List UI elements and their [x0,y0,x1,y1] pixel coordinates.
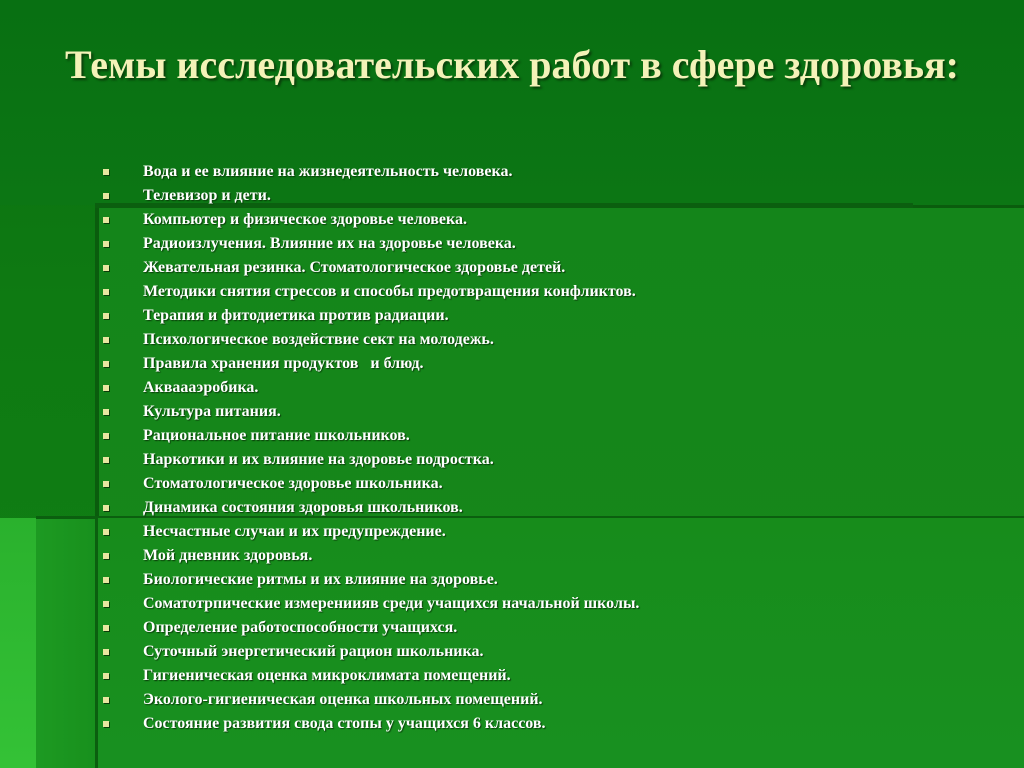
square-bullet-icon [103,649,109,655]
list-item [103,328,639,352]
topic-text: Гигиеническая оценка микроклимата помещений. [143,667,511,684]
list-item [103,256,639,280]
topic-text: Психологическое воздействие сект на молодежь. [143,331,494,348]
square-bullet-icon [103,313,109,319]
list-item [103,616,639,640]
topic-text: Соматотрпические измерениияв среди учащихся начальной школы. [143,595,640,612]
square-bullet-icon [103,697,109,703]
topic-text: Стоматологическое здоровье школьника. [143,475,443,492]
topic-text: Жевательная резинка. Стоматологическое здоровье детей. [143,259,566,276]
list-item [103,280,639,304]
square-bullet-icon [103,385,109,391]
list-item [103,592,639,616]
square-bullet-icon [103,289,109,295]
topic-text: Методики снятия стрессов и способы предотвращения конфликтов. [143,283,636,300]
list-item [103,496,639,520]
square-bullet-icon [103,601,109,607]
square-bullet-icon [103,361,109,367]
square-bullet-icon [103,529,109,535]
topic-text: Правила хранения продуктов и блюд. [143,355,424,372]
list-item [103,448,639,472]
square-bullet-icon [103,265,109,271]
square-bullet-icon [103,481,109,487]
topic-text: Радиоизлучения. Влияние их на здоровье человека. [143,235,516,252]
list-item [103,376,639,400]
list-item [103,304,639,328]
list-item [103,424,639,448]
topic-text: Мой дневник здоровья. [143,547,313,564]
square-bullet-icon [103,169,109,175]
topic-text: Суточный энергетический рацион школьника. [143,643,484,660]
list-item [103,472,639,496]
list-item [103,568,639,592]
square-bullet-icon [103,337,109,343]
list-item [103,232,639,256]
square-bullet-icon [103,577,109,583]
square-bullet-icon [103,505,109,511]
square-bullet-icon [103,217,109,223]
topic-text: Эколого-гигиеническая оценка школьных помещений. [143,691,543,708]
list-item [103,400,639,424]
list-item [103,712,639,736]
topic-list [103,160,639,736]
topic-text: Определение работоспособности учащихся. [143,619,458,636]
square-bullet-icon [103,457,109,463]
topic-text: Терапия и фитодиетика против радиации. [143,307,449,324]
topic-text: Наркотики и их влияние на здоровье подростка. [143,451,494,468]
square-bullet-icon [103,625,109,631]
topic-text: Динамика состояния здоровья школьников. [143,499,463,516]
topic-text: Вода и ее влияние на жизнедеятельность человека. [143,163,513,180]
square-bullet-icon [103,673,109,679]
topic-text: Телевизор и дети. [143,187,271,204]
square-bullet-icon [103,193,109,199]
list-item [103,352,639,376]
square-bullet-icon [103,241,109,247]
list-item [103,664,639,688]
topic-text: Несчастные случаи и их предупреждение. [143,523,446,540]
list-item [103,184,639,208]
list-item [103,688,639,712]
list-item [103,160,639,184]
topic-text: Компьютер и физическое здоровье человека. [143,211,467,228]
square-bullet-icon [103,433,109,439]
topic-text: Культура питания. [143,403,281,420]
square-bullet-icon [103,409,109,415]
square-bullet-icon [103,721,109,727]
topic-text: Акваааэробика. [143,379,259,396]
list-item [103,640,639,664]
square-bullet-icon [103,553,109,559]
topic-text: Рациональное питание школьников. [143,427,410,444]
list-item [103,544,639,568]
background-left-strip [0,518,36,768]
topic-text: Состояние развития свода стопы у учащихся 6 классов. [143,715,546,732]
topic-text: Биологические ритмы и их влияние на здоровье. [143,571,498,588]
slide-title: Темы исследовательских работ в сфере здоровья: [65,42,959,87]
list-item [103,208,639,232]
list-item [103,520,639,544]
